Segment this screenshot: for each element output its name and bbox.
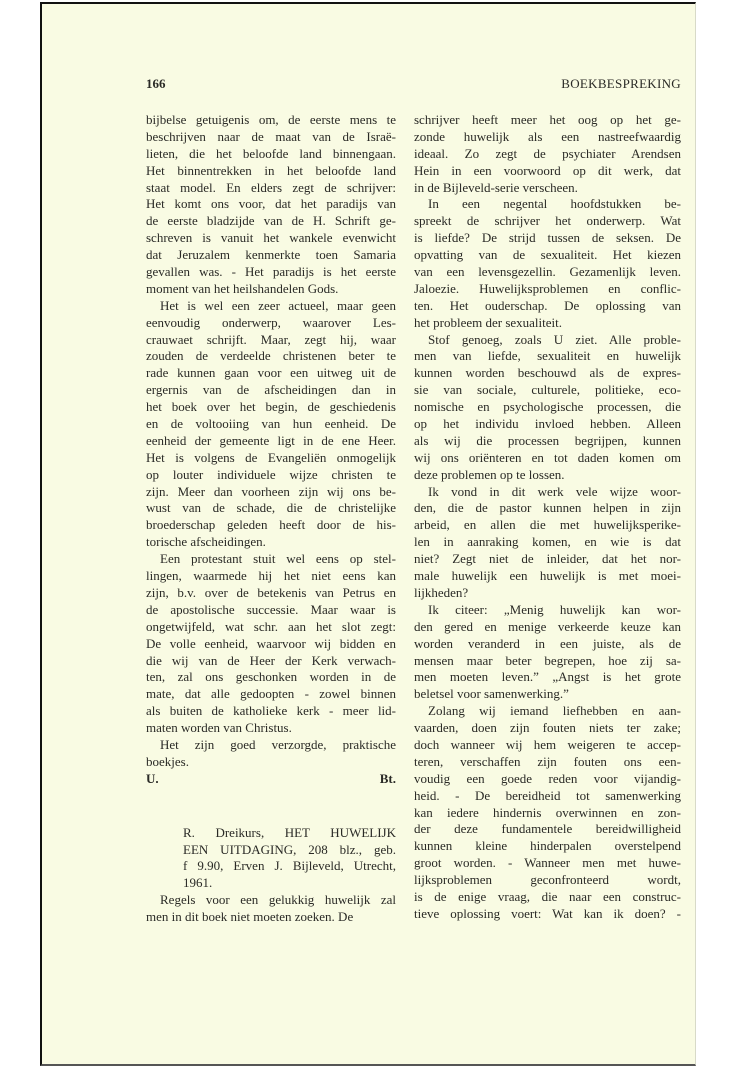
text-line: De volle eenheid, waarvoor wij bidden en (146, 635, 396, 651)
paragraph (414, 196, 681, 331)
text-line: In een negental hoofdstukken be- (428, 196, 681, 212)
text-line: ideaal. Zo zegt de psychiater Arendsen (414, 145, 681, 161)
text-line: de eerste bladzijde van de H. Schrift ge- (146, 213, 396, 229)
text-line: kunnen kleine hinderpalen overstelpend (414, 838, 681, 854)
paragraph (146, 112, 396, 298)
text-line: crauwaet schrijft. Maar, zegt hij, waar (146, 331, 396, 347)
text-line: als wij die processen begrijpen, kunnen (414, 432, 681, 448)
text-line: Regels voor een gelukkig huwelijk zal (160, 892, 396, 908)
text-line: Zolang wij iemand liefhebben en aan- (428, 703, 681, 719)
left-column (146, 112, 396, 926)
text-line: Hein in een voorwoord op dit werk, dat (414, 162, 681, 178)
paragraph (146, 551, 396, 737)
text-line: is de enige vraag, die naar een construc- (414, 888, 681, 904)
running-title: BOEKBESPREKING (561, 76, 681, 91)
text-line: beletsel voor samenwerking.” (414, 686, 569, 702)
text-line: tieve oplossing voert: Wat kan ik doen? - (414, 905, 681, 921)
text-line: eenheid der gemeente ligt in de ene Heer. (146, 432, 396, 448)
text-line: is liefde? De strijd tussen de seksen. De (414, 230, 681, 246)
text-line: sie van sociale, culturele, politieke, eco- (414, 382, 681, 398)
paragraph (146, 298, 396, 551)
text-line: wij ons oriënteren en tot daden komen om (414, 449, 681, 465)
text-line: dat Jeruzalem kenmerkte toen Samaria (146, 247, 396, 263)
text-line: male huwelijk een huwelijk is met moei- (414, 568, 681, 584)
text-line: zouden de verdeelde christenen beter te (146, 348, 396, 364)
text-line: lingen, waarmede hij het niet eens kan (146, 568, 396, 584)
text-line: vaarden, doen zijn fouten niets ter zake; (414, 720, 681, 736)
text-line: torische afscheidingen. (146, 534, 266, 550)
text-line: groot worden. - Wanneer men met huwe- (414, 855, 681, 871)
text-line: men in dit boek niet moeten zoeken. De (146, 909, 354, 925)
text-line: zijn, b.v. over de betekenis van Petrus en (146, 584, 396, 600)
text-line: Een protestant stuit wel eens op stel- (160, 551, 396, 567)
page-number: 166 (146, 76, 166, 91)
text-line: zijn. Meer dan voorheen zijn wij ons be- (146, 483, 396, 499)
text-line: zonde huwelijk als een nastreefwaardig (414, 128, 681, 144)
text-line: de apostolische successie. Maar waar is (146, 601, 396, 617)
text-line: den, die de pastor kunnen helpen in zijn (414, 500, 681, 516)
text-line: men van liefde, sexualiteit en huwelijk (414, 348, 681, 364)
closing-paragraph (146, 892, 396, 926)
paragraph (414, 484, 681, 602)
text-line: in de Bijleveld-serie verscheen. (414, 179, 578, 195)
text-line: Het is wel een zeer actueel, maar geen (160, 297, 396, 313)
text-line: voudig een goede reden voor vijandig- (414, 770, 681, 786)
text-line: bijbelse getuigenis om, de eerste mens te (146, 112, 396, 127)
text-line: mensen maar beter begrepen, hoe zij sa- (414, 652, 681, 668)
text-line: nomische en psychologische processen, die (414, 399, 681, 415)
text-line: broederschap geleden heeft door de his- (146, 517, 396, 533)
text-line: Het is volgens de Evangeliën onmogelijk (146, 449, 396, 465)
signature-right: Bt. (379, 770, 396, 786)
text-line: Jaloezie. Huwelijksproblemen en conflic- (414, 280, 681, 296)
paragraph (414, 602, 681, 703)
paragraph (146, 892, 396, 926)
text-line: Het zijn goed verzorgde, praktische (160, 736, 396, 752)
right-column (414, 112, 681, 923)
text-line: kunnen worden beschouwd als de expres- (414, 365, 681, 381)
text-line: niet? Zegt niet de inleider, dat het nor- (414, 551, 681, 567)
text-line: ongetwijfeld, wat schr. aan het slot zegt: (146, 618, 396, 634)
text-line: kan iedere hindernis overwinnen en zon- (414, 804, 681, 820)
text-line: van een levensgezellin. Gezamenlijk leven. (414, 264, 681, 280)
book-citation (146, 825, 396, 893)
text-line: maten worden van Christus. (146, 720, 292, 736)
text-line: spreekt de schrijver het onderwerp. Wat (414, 213, 681, 229)
text-line: mate, dat alle gedoopten - zowel binnen (146, 686, 396, 702)
text-line: het boek over het begin, de geschiedenis (146, 399, 396, 415)
left-paragraphs (146, 112, 396, 771)
text-line: en de voltooiing van hun eenheid. De (146, 416, 396, 432)
text-line: het probleem der sexualiteit. (414, 314, 563, 330)
text-line: ergernis van de afscheidingen dan in (146, 382, 396, 398)
review-signature (146, 771, 396, 788)
text-line: op louter individuele wijze christen te (146, 466, 396, 482)
citation-line: f 9.90, Erven J. Bijleveld, Utrecht, (183, 858, 396, 874)
text-line: Ik citeer: „Menig huwelijk kan wor- (428, 601, 681, 617)
text-line: moment van het heilshandelen Gods. (146, 280, 339, 296)
text-line: worden veranderd in een juiste, als de (414, 635, 681, 651)
paragraph (414, 332, 681, 484)
text-line: lieten, die het beloofde land binnengaan. (146, 145, 396, 161)
text-line: teren, verschaffen zijn fouten ons een- (414, 753, 681, 769)
text-line: doch wanneer wij hem weigeren te accep- (414, 736, 681, 752)
text-line: Het binnentrekken in het beloofde land (146, 162, 396, 178)
paragraph (146, 737, 396, 771)
text-line: ten. Het ouderschap. De oplossing van (414, 297, 681, 313)
signature-left: U. (146, 770, 159, 786)
text-line: schrijver heeft meer het oog op het ge- (414, 112, 681, 127)
text-line: wust van de schade, die de christelijke (146, 500, 396, 516)
text-line: opvatting van de sexualiteit. Het kiezen (414, 247, 681, 263)
text-line: lijksproblemen geconfronteerd wordt, (414, 872, 681, 888)
text-line: op het individu invloed hebben. Alleen (414, 416, 681, 432)
text-line: rade kunnen gaan voor een uitweg uit de (146, 365, 396, 381)
text-line: heid. - De bereidheid tot samenwerking (414, 787, 681, 803)
text-line: beschrijven naar de maat van de Israë- (146, 128, 396, 144)
citation-line: R. Dreikurs, HET HUWELIJK (183, 824, 396, 840)
text-line: schreven is vanuit het wankele evenwicht (146, 230, 396, 246)
text-line: Stof genoeg, zoals U ziet. Alle proble- (428, 331, 681, 347)
paragraph (414, 703, 681, 923)
text-line: arbeid, en allen die met huwelijksperike- (414, 517, 681, 533)
text-line: den gered en menige verkeerde keuze kan (414, 618, 681, 634)
text-line: Ik vond in dit werk vele wijze woor- (428, 483, 681, 499)
text-line: eenvoudig onderwerp, waarover Les- (146, 314, 396, 330)
text-line: lijkheden? (414, 584, 469, 600)
text-line: ten, zal ons geschonken worden in de (146, 669, 396, 685)
text-line: Het komt ons voor, dat het paradijs van (146, 196, 396, 212)
paragraph (414, 112, 681, 196)
text-line: der deze fundamentele bereidwilligheid (414, 821, 681, 837)
text-line: als buiten de katholieke kerk - meer lid- (146, 703, 396, 719)
text-line: men moeten leven.” „Angst is het grote (414, 669, 681, 685)
text-line: boekjes. (146, 753, 189, 769)
text-line: die wij van de Heer der Kerk verwach- (146, 652, 396, 668)
text-line: len in aanraking komen, en wie is dat (414, 534, 681, 550)
text-line: deze problemen op te lossen. (414, 466, 565, 482)
citation-line: EEN UITDAGING, 208 blz., geb. (183, 841, 396, 857)
citation-line: 1961. (183, 875, 213, 891)
text-line: staat model. En elders zegt de schrijver: (146, 179, 396, 195)
text-line: gevallen was. - Het paradijs is het eerste (146, 264, 396, 280)
